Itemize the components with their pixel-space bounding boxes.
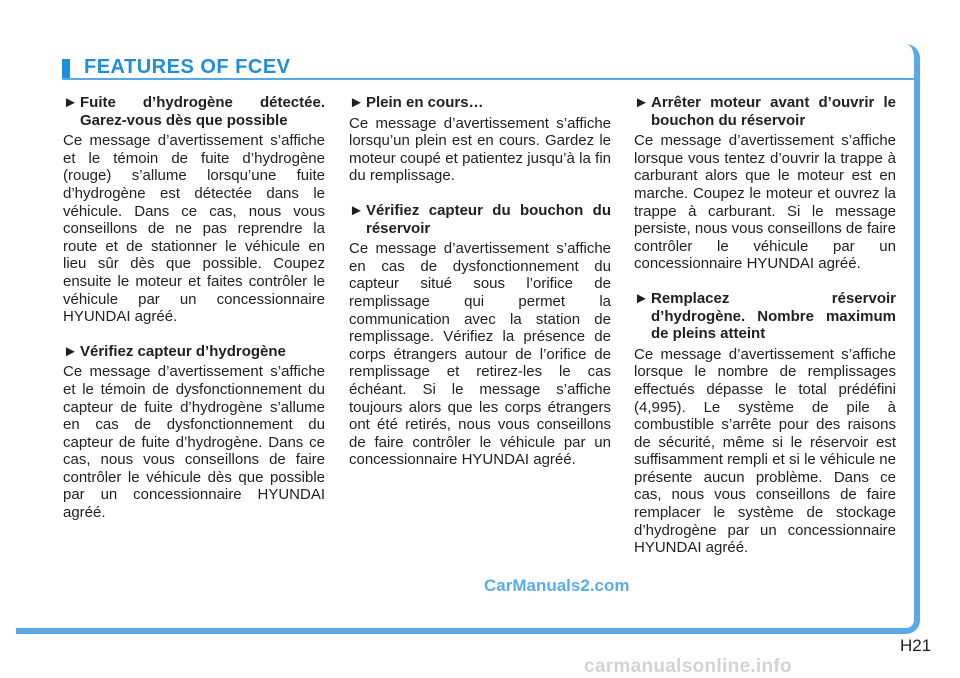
header-rule (62, 78, 920, 80)
arrow-icon: ► (634, 94, 649, 111)
section-body: Ce message d’avertissement s’affiche et le témoin de fuite d’hydrogène (rouge) s’allume lorsqu’une fuite d’hydrogène est détectée dans le véhicule. Dans ce cas, nous vous conseillons de ne pas reprendre la route et de stationner le véhicule en lieu sûr dès que possible. Coupez ensuite le moteur et faites contrôler le véhicule par un concessionnaire HYUNDAI agréé. (63, 132, 325, 326)
column-2 (349, 94, 611, 486)
section-heading: ► Arrêter moteur avant d’ouvrir le bouchon du réservoir (634, 94, 896, 129)
watermark-link[interactable]: CarManuals2.com (484, 576, 630, 595)
section-heading: ► Vérifiez capteur d’hydrogène (63, 342, 286, 360)
column-1 (63, 94, 325, 539)
arrow-icon: ► (634, 289, 649, 307)
section-body: Ce message d’avertissement s’affiche lorsqu’un plein est en cours. Gardez le moteur coupé et patientez jusqu’à la fin du remplissage. (349, 114, 611, 185)
arrow-icon: ► (63, 94, 78, 111)
footer-watermark: carmanualsonline.info (584, 656, 792, 677)
section-body: Ce message d’avertissement s’affiche lorsque vous tentez d’ouvrir la trappe à carburant alors que le moteur est en marche. Coupez le moteur et ouvrez la trappe à carburant. Si le message persiste, nous vous conseillons de faire contrôler le véhicule par un concessionnaire HYUNDAI agréé. (634, 132, 896, 273)
arrow-icon: ► (349, 201, 364, 219)
section-body: Ce message d’avertissement s’affiche lorsque le nombre de remplissages effectués dépasse le total prédéfini (4,995). Le système de pile à combustible s’arrête pour des raisons de sécurité, même si le réservoir est suffisamment rempli et si le véhicule ne présente aucun problème. Dans ce cas, nous vous conseillons de faire remplacer le système de stockage d’hydrogène par un concessionnaire HYUNDAI agréé. (634, 345, 896, 557)
section-body: Ce message d’avertissement s’affiche en cas de dysfonctionnement du capteur situé sous l’orifice de remplissage qui permet la communication avec la station de remplissage. Vérifiez la présence de corps étrangers autour de l’orifice de remplissage et retirez-les le cas échéant. Si le message s’affiche toujours alors que les corps étrangers ont été retirés, nous vous conseillons de faire contrôler le véhicule par un concessionnaire HYUNDAI agréé. (349, 240, 611, 469)
section-title: FEATURES OF FCEV (84, 56, 291, 78)
section-heading: ► Plein en cours… (349, 94, 484, 111)
arrow-icon: ► (349, 94, 364, 111)
section-heading: ► Fuite d’hydrogène détectée. Garez-vous dès que possible (63, 94, 325, 129)
page-number: H21 (900, 636, 932, 655)
arrow-icon: ► (63, 342, 78, 360)
column-3 (634, 94, 896, 574)
section-heading: ► Remplacez réservoir d’hydrogène. Nombre maximum de pleins atteint (634, 289, 896, 343)
section-heading: ► Vérifiez capteur du bouchon du réservoir (349, 201, 611, 237)
bottom-margin (0, 640, 960, 677)
header-accent-bar (62, 59, 70, 79)
section-body: Ce message d’avertissement s’affiche et le témoin de dysfonctionnement du capteur de fuite d’hydrogène s’allume en cas de dysfonctionnement du capteur de fuite d’hydrogène. Dans ce cas, nous vous conseillons de faire contrôler le véhicule dès que possible par un concessionnaire HYUNDAI agréé. (63, 363, 325, 522)
